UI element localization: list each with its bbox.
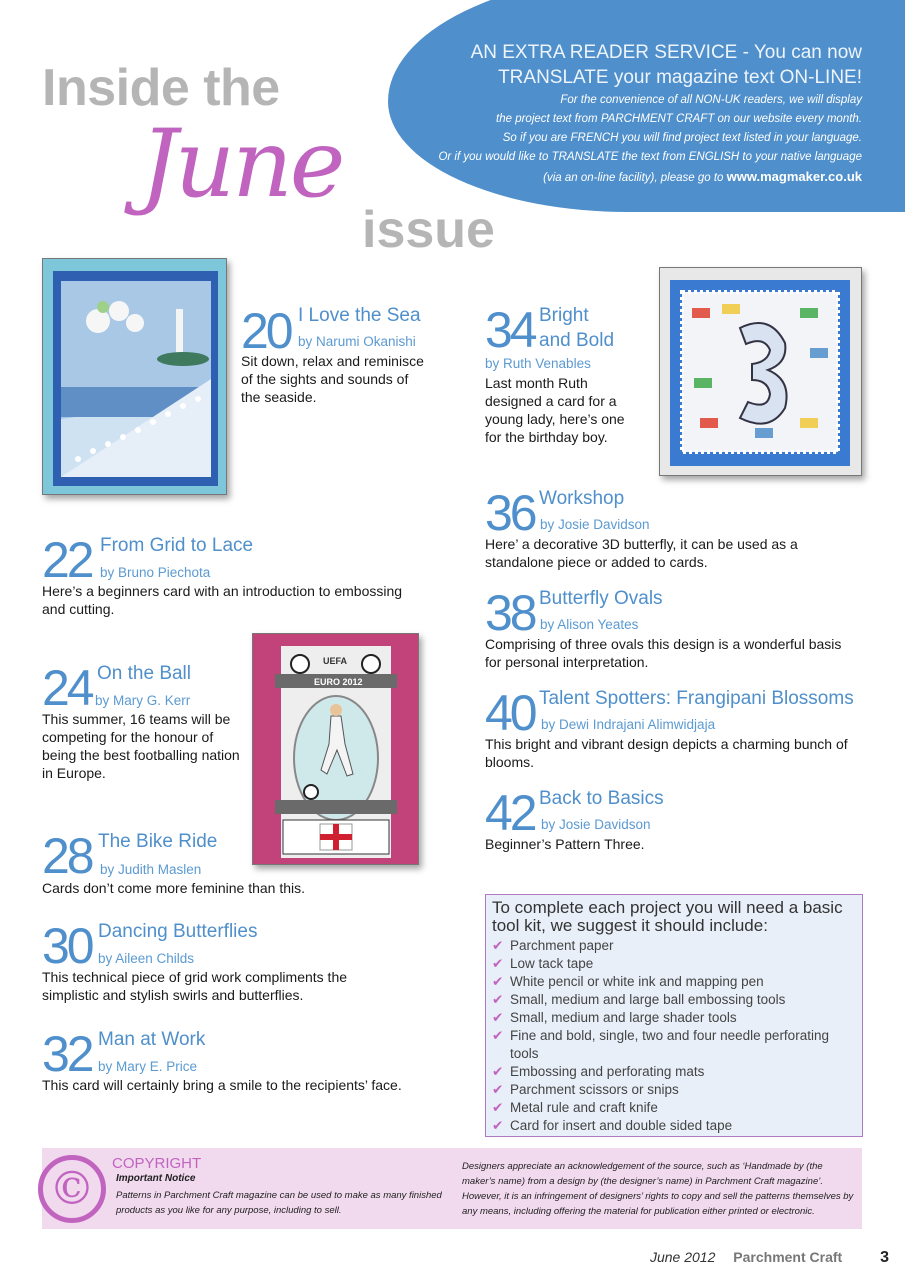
toolkit-item-label: Fine and bold, single, two and four needle perforating tools	[510, 1028, 829, 1061]
article-number: 28	[42, 828, 92, 884]
service-line-5: (via an on-line facility), please go to	[543, 172, 724, 184]
toolkit-item	[492, 1009, 856, 1027]
article-author: by Josie Davidson	[541, 817, 651, 832]
service-headline-1: AN EXTRA READER SERVICE - You can now	[470, 42, 862, 63]
toolkit-item	[492, 1099, 856, 1117]
service-url-link[interactable]: www.magmaker.co.uk	[726, 169, 862, 184]
article-38[interactable]	[485, 585, 865, 678]
article-description: This summer, 16 teams will be competing for the honour of being the best footballing nation in Europe.	[42, 711, 240, 781]
article-author: by Bruno Piechota	[100, 565, 211, 580]
check-icon: ✔	[492, 1064, 504, 1079]
article-description: This bright and vibrant design depicts a charming bunch of blooms.	[485, 736, 848, 770]
check-icon: ✔	[492, 938, 504, 953]
article-36[interactable]	[485, 485, 845, 578]
check-icon: ✔	[492, 956, 504, 971]
article-description: Last month Ruth designed a card for a young lady, here’s one for the birthday boy.	[485, 375, 625, 445]
article-title: Workshop	[539, 488, 625, 509]
service-line-5-row	[382, 167, 862, 188]
article-34[interactable]	[485, 302, 645, 450]
toolkit-item	[492, 955, 856, 973]
service-line-4: Or if you would like to TRANSLATE the text from ENGLISH to your native language	[438, 151, 862, 163]
article-title: I Love the Sea	[298, 305, 421, 326]
article-number: 40	[485, 685, 535, 741]
article-title: Man at Work	[98, 1029, 206, 1050]
toolkit-item-label: Parchment scissors or snips	[510, 1082, 679, 1097]
article-description: Here’s a beginners card with an introduction to embossing and cutting.	[42, 583, 403, 617]
check-icon: ✔	[492, 992, 504, 1007]
article-author: by Ruth Venables	[485, 356, 591, 371]
article-description: Here’ a decorative 3D butterfly, it can be used as a standalone piece or added to cards.	[485, 536, 798, 570]
check-icon: ✔	[492, 1118, 504, 1133]
article-author: by Mary G. Kerr	[95, 693, 191, 708]
article-description: Sit down, relax and reminisce of the sights and sounds of the seaside.	[241, 353, 424, 405]
page-number: 3	[880, 1249, 889, 1266]
article-22[interactable]	[42, 532, 432, 625]
toolkit-item-label: Small, medium and large shader tools	[510, 1010, 737, 1025]
article-description: Beginner’s Pattern Three.	[485, 836, 645, 852]
check-icon: ✔	[492, 1100, 504, 1115]
article-number: 38	[485, 585, 535, 641]
article-description: This technical piece of grid work compliments the simplistic and stylish swirls and butterflies.	[42, 969, 348, 1003]
article-author: by Narumi Okanishi	[298, 334, 416, 349]
article-number: 34	[485, 302, 535, 358]
article-32[interactable]	[42, 1026, 442, 1099]
service-headline-2: TRANSLATE your magazine text ON-LINE!	[498, 67, 862, 88]
copyright-notice: Important Notice	[116, 1173, 196, 1184]
page-footer	[650, 1249, 889, 1267]
toolkit-list	[492, 937, 856, 1135]
article-author: by Aileen Childs	[98, 951, 195, 966]
article-number: 36	[485, 485, 535, 541]
article-number: 32	[42, 1026, 92, 1082]
article-title: From Grid to Lace	[100, 535, 254, 556]
article-author: by Mary E. Price	[98, 1059, 198, 1074]
toolkit-box	[485, 894, 863, 1137]
article-title: Talent Spotters: Frangipani Blossoms	[539, 688, 854, 709]
service-line-1: For the convenience of all NON-UK readers, we will display	[560, 94, 862, 106]
toolkit-item-label: Metal rule and craft knife	[510, 1100, 658, 1115]
copyright-right-text: Designers appreciate an acknowledgement of the source, such as ‘Handmade by (the maker’s name) from a design by (the designer’s name) in Parchment Craft magazine’. However, it is an infringement of designers’ rights to copy and sell the patterns themselves by any means, including offering the material for publication either printed or electronic.	[462, 1161, 854, 1217]
article-number: 24	[42, 660, 92, 716]
card-uefa-badge: UEFA	[323, 656, 348, 666]
footer-date: June 2012	[649, 1249, 716, 1265]
copyright-panel	[42, 1148, 862, 1229]
article-title: Butterfly Ovals	[539, 588, 663, 609]
toolkit-item	[492, 1027, 856, 1063]
check-icon: ✔	[492, 1082, 504, 1097]
article-title: Back to Basics	[539, 788, 664, 809]
article-number: 22	[42, 532, 92, 588]
copyright-title: COPYRIGHT	[112, 1155, 202, 1172]
article-24[interactable]	[42, 660, 242, 793]
header-issue: issue	[362, 201, 495, 259]
article-20[interactable]	[241, 303, 441, 406]
article-title: Dancing Butterflies	[98, 921, 258, 942]
toolkit-item-label: Parchment paper	[510, 938, 614, 953]
article-number: 30	[42, 918, 92, 974]
service-line-2: the project text from PARCHMENT CRAFT on our website every month.	[496, 113, 862, 125]
article-28[interactable]	[42, 828, 442, 901]
article-description: This card will certainly bring a smile to the recipients’ face.	[42, 1077, 402, 1093]
article-42[interactable]	[485, 785, 845, 858]
toolkit-item-label: Embossing and perforating mats	[510, 1064, 705, 1079]
toolkit-item-label: Small, medium and large ball embossing tools	[510, 992, 786, 1007]
toolkit-item	[492, 1081, 856, 1099]
article-author: by Judith Maslen	[100, 862, 202, 877]
toolkit-item	[492, 973, 856, 991]
toolkit-item	[492, 1063, 856, 1081]
footer-magazine: Parchment Craft	[733, 1249, 843, 1265]
article-description: Cards don’t come more feminine than this.	[42, 880, 306, 896]
copyright-left-text: Patterns in Parchment Craft magazine can be used to make as many finished products as you like for any purpose, including to sell.	[116, 1190, 442, 1216]
check-icon: ✔	[492, 974, 504, 989]
article-author: by Josie Davidson	[540, 517, 650, 532]
header-month: June	[140, 110, 343, 219]
article-author: by Dewi Indrajani Alimwidjaja	[541, 717, 716, 732]
article-description: Comprising of three ovals this design is a wonderful basis for personal interpretation.	[485, 636, 842, 670]
service-line-3: So if you are FRENCH you will find project text listed in your language.	[502, 132, 862, 144]
article-number: 20	[241, 303, 291, 359]
check-icon: ✔	[492, 1010, 504, 1025]
toolkit-item	[492, 1117, 856, 1135]
article-title: On the Ball	[97, 663, 191, 684]
toolkit-item	[492, 991, 856, 1009]
check-icon: ✔	[492, 1028, 504, 1043]
article-30[interactable]	[42, 918, 442, 1011]
article-title-line-2: and Bold	[539, 330, 615, 351]
article-number: 42	[485, 785, 535, 841]
header-inside-the: Inside the	[42, 59, 280, 117]
birthday-card-photo	[659, 267, 862, 476]
toolkit-heading: To complete each project you will need a basic tool kit, we suggest it should include:	[492, 898, 843, 935]
article-title-line-1: Bright	[539, 305, 589, 326]
article-author: by Alison Yeates	[540, 617, 639, 632]
toolkit-item-label: Card for insert and double sided tape	[510, 1118, 733, 1133]
copyright-icon: ©	[38, 1155, 106, 1223]
card-euro-caption: EURO 2012	[314, 677, 363, 687]
article-40[interactable]	[485, 685, 870, 778]
toolkit-item-label: Low tack tape	[510, 956, 594, 971]
article-title: The Bike Ride	[98, 831, 218, 852]
reader-service-text	[382, 40, 862, 188]
sea-card-photo	[42, 258, 227, 495]
toolkit-item-label: White pencil or white ink and mapping pen	[510, 974, 764, 989]
toolkit-item	[492, 937, 856, 955]
